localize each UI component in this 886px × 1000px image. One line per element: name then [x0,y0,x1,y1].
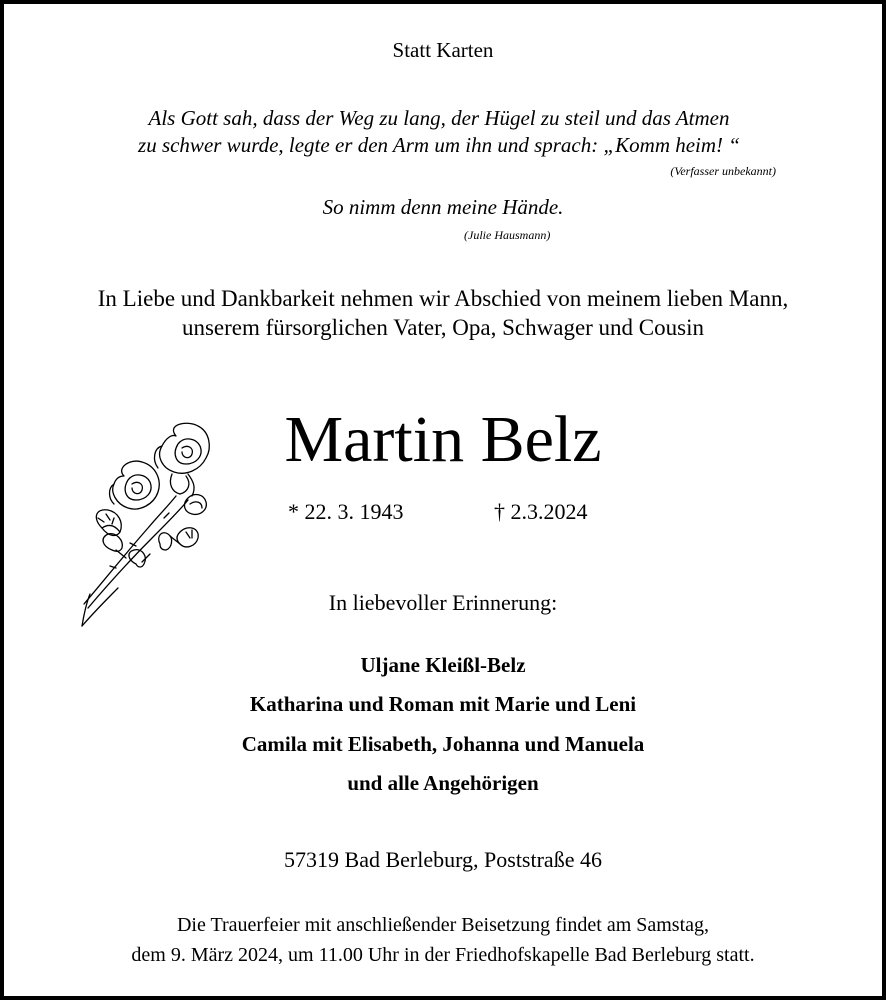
quote-attribution-2: (Julie Hausmann) [464,228,551,242]
memory-label: In liebevoller Erinnerung: [328,590,558,615]
quote-attribution-1: (Verfasser unbekannt) [670,164,776,178]
quote-line-3: So nimm denn meine Hände. [322,195,564,219]
death-date: † 2.3.2024 [494,499,588,524]
birth-date: * 22. 3. 1943 [288,499,404,524]
family-member-line: und alle Angehörigen [347,771,539,795]
family-member-line: Uljane Kleißl-Belz [360,653,526,677]
deceased-name: Martin Belz [284,403,602,476]
ceremony-line-1: Die Trauerfeier mit anschließender Beisetzung findet am Samstag, [176,914,710,936]
statt-karten-heading: Statt Karten [392,38,494,62]
family-member-line: Camila mit Elisabeth, Johanna und Manuela [241,732,645,756]
ceremony-line-2: dem 9. März 2024, um 11.00 Uhr in der Friedhofskapelle Bad Berleburg statt. [131,944,755,966]
address: 57319 Bad Berleburg, Poststraße 46 [284,847,602,872]
family-member-line: Katharina und Roman mit Marie und Leni [249,692,637,716]
intro-line-2: unserem fürsorglichen Vater, Opa, Schwager und Cousin [181,315,704,340]
intro-line-1: In Liebe und Dankbarkeit nehmen wir Abschied von meinem lieben Mann, [97,286,789,311]
quote-line-1: Als Gott sah, dass der Weg zu lang, der Hügel zu steil und das Atmen [148,106,730,130]
quote-line-2: zu schwer wurde, legte er den Arm um ihn und sprach: „Komm heim! “ [138,133,740,157]
